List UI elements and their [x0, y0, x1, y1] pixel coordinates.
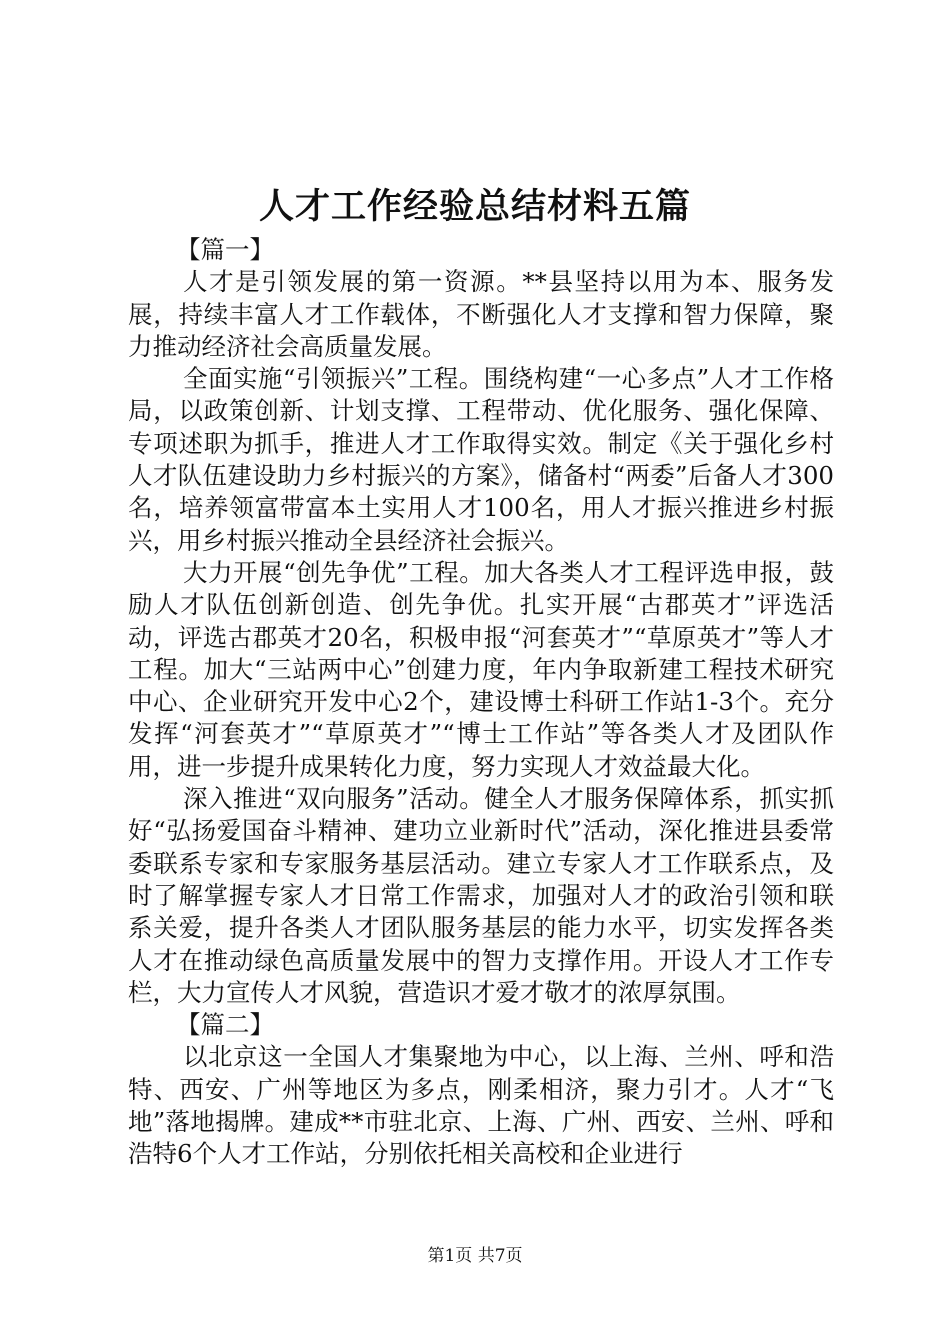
paragraph: 大力开展“创先争优”工程。加大各类人才工程评选申报，鼓励人才队伍创新创造、创先争优。扎实开展“古郡英才”评选活动，评选古郡英才20名，积极申报“河套英才”“草原英才”等人才工程。加大“三站两中心”创建力度，年内争取新建工程技术研究中心、企业研究开发中心2个，建设博士科研工作站1-3个。充分发挥“河套英才”“草原英才”“博士工作站”等各类人才及团队作用，进一步提升成果转化力度，努力实现人才效益最大化。	[128, 557, 834, 781]
paragraph: 以北京这一全国人才集聚地为中心，以上海、兰州、呼和浩特、西安、广州等地区为多点，刚柔相济，聚力引才。人才“飞地”落地揭牌。建成**市驻北京、上海、广州、西安、兰州、呼和浩特6个人才工作站，分别依托相关高校和企业进行	[128, 1042, 834, 1169]
document-title: 人才工作经验总结材料五篇	[258, 186, 691, 227]
document-body	[128, 234, 834, 1171]
section-heading: 【篇二】	[176, 1010, 274, 1040]
page-footer: 第1页 共7页	[427, 1246, 523, 1266]
paragraph: 全面实施“引领振兴”工程。围绕构建“一心多点”人才工作格局，以政策创新、计划支撑、工程带动、优化服务、强化保障、专项述职为抓手，推进人才工作取得实效。制定《关于强化乡村人才队伍建设助力乡村振兴的方案》，储备村“两委”后备人才300名，培养领富带富本土实用人才100名，用人才振兴推进乡村振兴，用乡村振兴推动全县经济社会振兴。	[128, 364, 834, 555]
paragraph: 人才是引领发展的第一资源。**县坚持以用为本、服务发展，持续丰富人才工作载体，不断强化人才支撑和智力保障，聚力推动经济社会高质量发展。	[128, 267, 834, 361]
section-heading: 【篇一】	[176, 235, 274, 264]
paragraph: 深入推进“双向服务”活动。健全人才服务保障体系，抓实抓好“弘扬爱国奋斗精神、建功立业新时代”活动，深化推进县委常委联系专家和专家服务基层活动。建立专家人才工作联系点，及时了解掌握专家人才日常工作需求，加强对人才的政治引领和联系关爱，提升各类人才团队服务基层的能力水平，切实发挥各类人才在推动绿色高质量发展中的智力支撑作用。开设人才工作专栏，大力宣传人才风貌，营造识才爱才敬才的浓厚氛围。	[128, 784, 834, 1007]
